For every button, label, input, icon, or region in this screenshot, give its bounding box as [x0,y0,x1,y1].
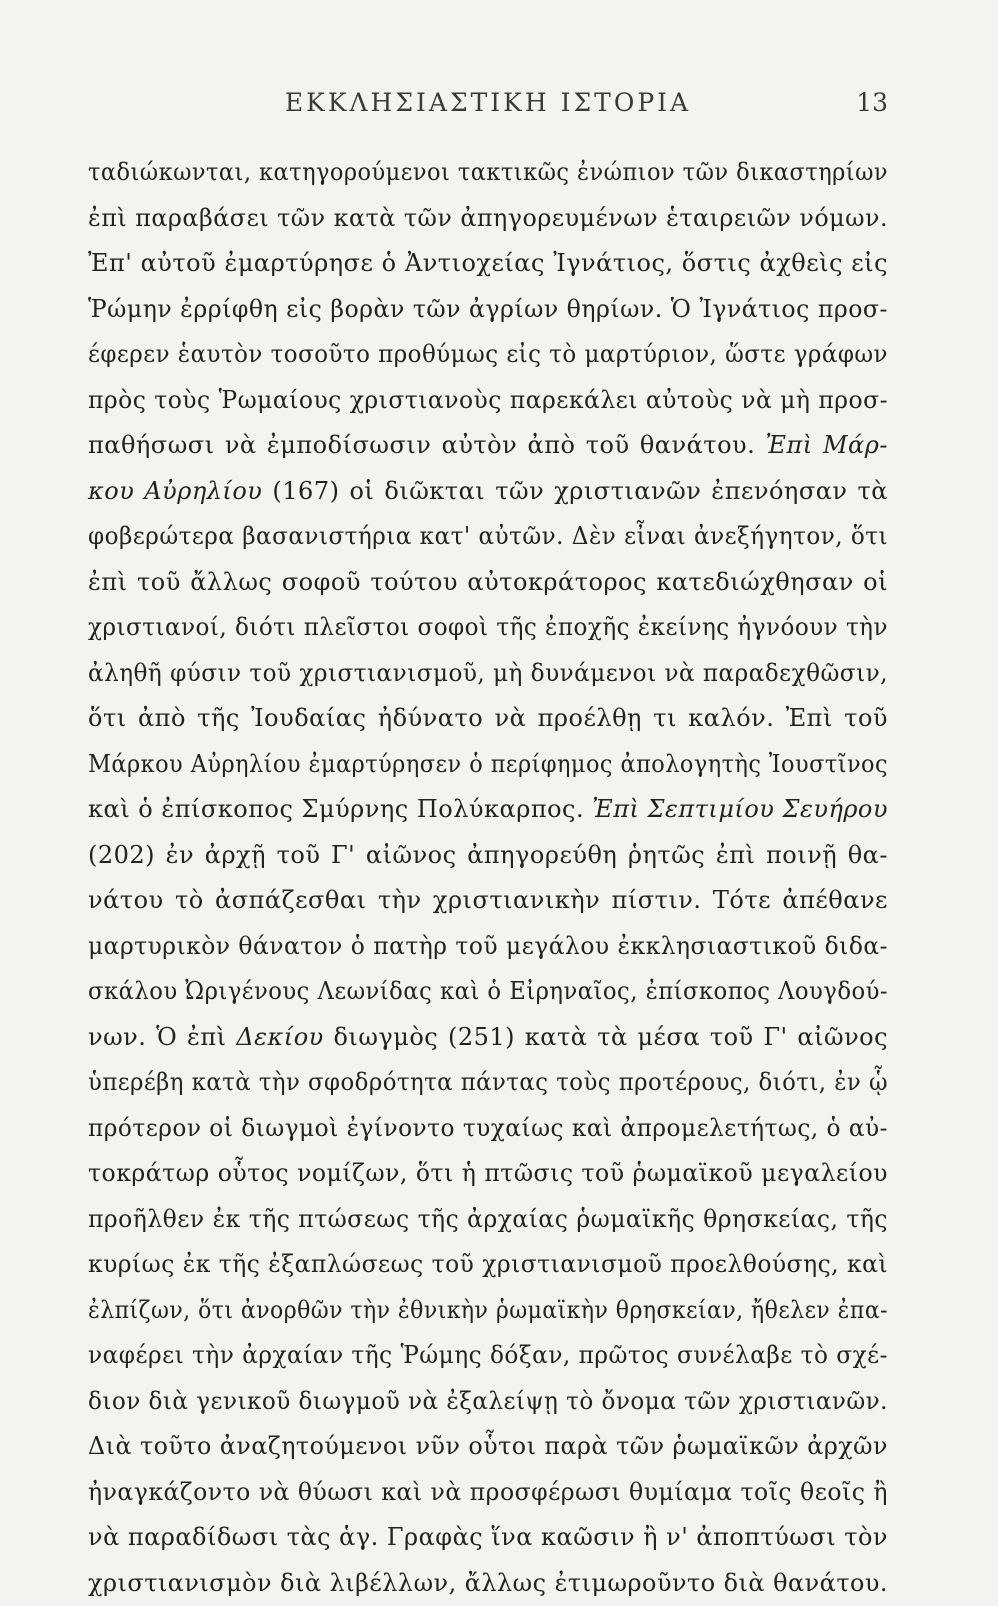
text-segment: διον διὰ γενικοῦ διωγμοῦ νὰ ἐξαλείψῃ τὸ ὄνομα τῶν χριστιανῶν. [88,1387,888,1415]
text-line [88,833,888,879]
text-segment: ὅτι ἀπὸ τῆς Ἰουδαίας ἠδύνατο νὰ προέλθῃ τι καλόν. Ἐπὶ τοῦ [88,704,888,732]
text-segment: πρότερον οἱ διωγμοὶ ἐγίνοντο τυχαίως καὶ ἀπρομελετήτως, ὁ αὐ- [88,1114,888,1142]
text-line [88,241,888,287]
text-line [88,1470,888,1516]
text-segment: ἠναγκάζοντο νὰ θύωσι καὶ νὰ προσφέρωσι θυμίαμα τοῖς θεοῖς ἢ [88,1478,888,1506]
text-line [88,560,888,606]
text-line [88,1197,888,1243]
text-line [88,1151,888,1197]
body-text [88,150,888,1606]
text-segment: χριστιανοί, διότι πλεῖστοι σοφοὶ τῆς ἐποχῆς ἐκείνης ἠγνόουν τὴν [88,613,888,641]
text-line [88,423,888,469]
text-line [88,696,888,742]
text-segment: ἐπὶ παραβάσει τῶν κατὰ τῶν ἀπηγορευμένων ἑταιρειῶν νόμων. [88,204,888,232]
text-line [88,1106,888,1152]
text-line [88,1015,888,1061]
text-line [88,287,888,333]
text-segment: νων. Ὁ ἐπὶ [88,1023,236,1051]
text-segment: καὶ ὁ ἐπίσκοπος Σμύρνης Πολύκαρπος. [88,795,592,823]
text-segment: μαρτυρικὸν θάνατον ὁ πατὴρ τοῦ μεγάλου ἐκκλησιαστικοῦ διδα- [88,932,888,960]
text-segment: τοκράτωρ οὗτος νομίζων, ὅτι ἡ πτῶσις τοῦ ῥωμαϊκοῦ μεγαλείου [88,1159,888,1187]
text-line [88,1515,888,1561]
text-segment: Διὰ τοῦτο ἀναζητούμενοι νῦν οὗτοι παρὰ τῶν ῥωμαϊκῶν ἀρχῶν [88,1432,888,1460]
italic-text: Ἐπὶ Μάρ- [766,431,888,459]
text-line [88,332,888,378]
italic-text: Ἐπὶ Σεπτιμίου Σευήρου [592,795,888,823]
text-segment: νὰ παραδίδωσι τὰς ἁγ. Γραφὰς ἵνα καῶσιν ἢ ν' ἀποπτύωσι τὸν [88,1523,888,1551]
text-segment: Μάρκου Αὐρηλίου ἐμαρτύρησεν ὁ περίφημος ἀπολογητὴς Ἰουστῖνος [88,750,888,778]
text-segment: σκάλου Ὠριγένους Λεωνίδας καὶ ὁ Εἰρηναῖος, ἐπίσκοπος Λουγδού- [88,977,888,1005]
text-segment: φοβερώτερα βασανιστήρια κατ' αὐτῶν. Δὲν εἶναι ἀνεξήγητον, ὅτι [88,522,888,550]
page-number: 13 [856,88,888,117]
text-line [88,1561,888,1606]
text-segment: Ἐπ' αὐτοῦ ἐμαρτύρησε ὁ Ἀντιοχείας Ἰγνάτιος, ὅστις ἀχθεὶς εἰς [88,249,888,277]
text-line [88,924,888,970]
text-line [88,787,888,833]
text-segment: κυρίως ἐκ τῆς ἐξαπλώσεως τοῦ χριστιανισμοῦ προελθούσης, καὶ [88,1250,888,1278]
text-segment: (167) οἱ διῶκται τῶν χριστιανῶν ἐπενόησαν τὰ [262,477,888,505]
text-segment: ἐπὶ τοῦ ἄλλως σοφοῦ τούτου αὐτοκράτορος κατεδιώχθησαν οἱ [88,568,888,596]
text-segment: διωγμὸς (251) κατὰ τὰ μέσα τοῦ Γ' αἰῶνος [324,1023,888,1051]
text-line [88,1060,888,1106]
text-line [88,469,888,515]
text-line [88,378,888,424]
running-head [88,88,888,124]
text-line [88,1288,888,1334]
text-line [88,1379,888,1425]
text-line [88,514,888,560]
text-segment: ὑπερέβη κατὰ τὴν σφοδρότητα πάντας τοὺς προτέρους, διότι, ἐν ᾧ [88,1068,888,1096]
text-segment: ναφέρει τὴν ἀρχαίαν τῆς Ῥώμης δόξαν, πρῶτος συνέλαβε τὸ σχέ- [88,1341,888,1369]
text-line [88,969,888,1015]
text-line [88,1242,888,1288]
text-line [88,878,888,924]
text-segment: Ῥώμην ἐρρίφθη εἰς βορὰν τῶν ἀγρίων θηρίων. Ὁ Ἰγνάτιος προσ- [88,295,888,323]
text-segment: ταδιώκωνται, κατηγορούμενοι τακτικῶς ἐνώπιον τῶν δικαστηρίων [88,158,888,186]
text-segment: χριστιανισμὸν διὰ λιβέλλων, ἄλλως ἐτιμωροῦντο διὰ θανάτου. [88,1569,888,1597]
text-line [88,150,888,196]
text-segment: ἐλπίζων, ὅτι ἀνορθῶν τὴν ἐθνικὴν ῥωμαϊκὴν θρησκείαν, ἤθελεν ἐπα- [88,1296,888,1324]
text-segment: προῆλθεν ἐκ τῆς πτώσεως τῆς ἀρχαίας ῥωμαϊκῆς θρησκείας, τῆς [88,1205,888,1233]
text-line [88,1424,888,1470]
italic-text: Δεκίου [236,1023,323,1051]
text-segment: νάτου τὸ ἀσπάζεσθαι τὴν χριστιανικὴν πίστιν. Τότε ἀπέθανε [88,886,888,914]
italic-text: κου Αὐρηλίου [88,477,262,505]
text-line [88,651,888,697]
text-line [88,196,888,242]
text-segment: παθήσωσι νὰ ἐμποδίσωσιν αὐτὸν ἀπὸ τοῦ θανάτου. [88,431,766,459]
text-segment: έφερεν ἑαυτὸν τοσοῦτο προθύμως εἰς τὸ μαρτύριον, ὥστε γράφων [88,340,888,368]
running-title: ΕΚΚΛΗΣΙΑΣΤΙΚΗ ΙΣΤΟΡΙΑ [88,88,888,117]
text-segment: (202) ἐν ἀρχῇ τοῦ Γ' αἰῶνος ἀπηγορεύθη ῥητῶς ἐπὶ ποινῇ θα- [88,841,888,869]
text-segment: ἀληθῆ φύσιν τοῦ χριστιανισμοῦ, μὴ δυνάμενοι νὰ παραδεχθῶσιν, [88,659,888,687]
text-line [88,605,888,651]
text-line [88,742,888,788]
text-segment: πρὸς τοὺς Ῥωμαίους χριστιανοὺς παρεκάλει αὐτοὺς νὰ μὴ προσ- [88,386,888,414]
text-line [88,1333,888,1379]
